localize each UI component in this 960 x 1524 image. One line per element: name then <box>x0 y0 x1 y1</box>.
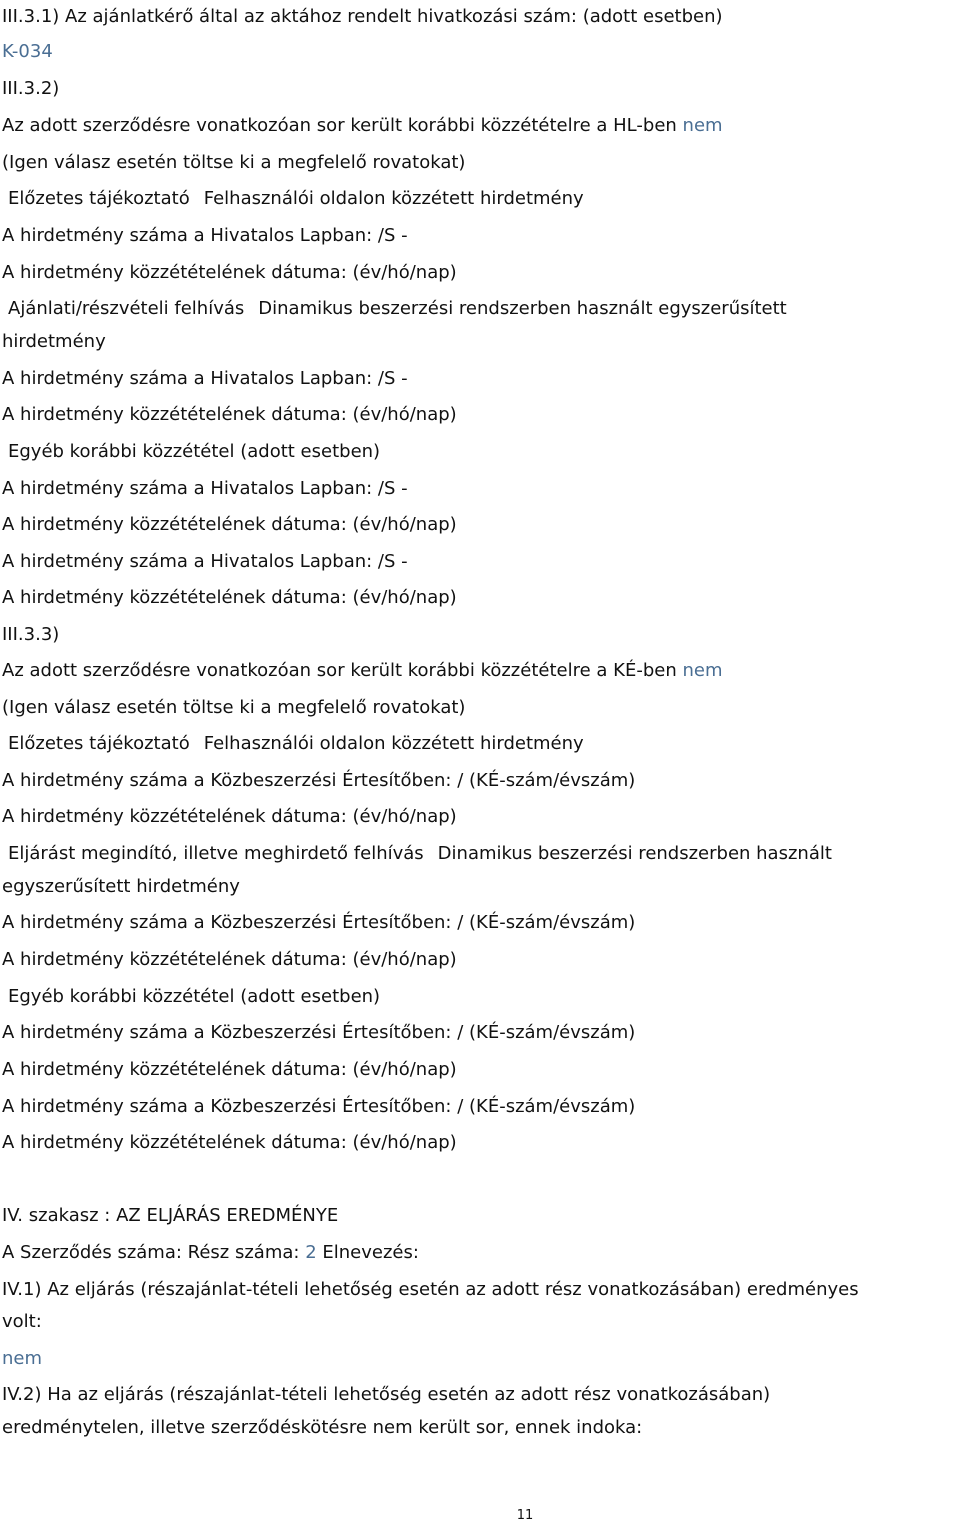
s3-3-notice-number-1: A hirdetmény száma a Közbeszerzési Értesítőben: / (KÉ-szám/évszám) <box>2 770 636 791</box>
s3-2-question-text: Az adott szerződésre vonatkozóan sor került korábbi közzétételre a HL-ben <box>2 115 677 136</box>
iv-1-question-line-1: IV.1) Az eljárás (részajánlat-tételi lehetőség esetén az adott rész vonatkozásában) eredményes <box>2 1279 859 1300</box>
s3-2-notice-number-3: A hirdetmény száma a Hivatalos Lapban: /S - <box>2 478 408 499</box>
s3-2-notice-date-1: A hirdetmény közzétételének dátuma: (év/hó/nap) <box>2 262 457 283</box>
s3-2-option-prior-notice: Előzetes tájékoztató <box>8 188 190 209</box>
s3-3-notice-date-1: A hirdetmény közzétételének dátuma: (év/hó/nap) <box>2 806 457 827</box>
s3-3-notice-number-4: A hirdetmény száma a Közbeszerzési Értesítőben: / (KÉ-szám/évszám) <box>2 1096 636 1117</box>
section-iv-heading: IV. szakasz : AZ ELJÁRÁS EREDMÉNYE <box>2 1205 339 1226</box>
s3-2-option-dps-continued: hirdetmény <box>2 331 106 352</box>
s3-3-question <box>2 660 723 682</box>
s3-3-option-call: Eljárást megindító, illetve meghirdető felhívás <box>8 843 424 864</box>
s3-3-question-text: Az adott szerződésre vonatkozóan sor került korábbi közzétételre a KÉ-ben <box>2 660 677 681</box>
iv-2-question-line-2: eredménytelen, illetve szerződéskötésre nem került sor, ennek indoka: <box>2 1417 643 1438</box>
s3-3-option-prior-notice: Előzetes tájékoztató <box>8 733 190 754</box>
s3-2-notice-date-2: A hirdetmény közzétételének dátuma: (év/hó/nap) <box>2 404 457 425</box>
s3-3-answer: nem <box>682 660 723 681</box>
s3-1-label: III.3.1) Az ajánlatkérő által az aktához rendelt hivatkozási szám: (adott esetben) <box>2 6 723 27</box>
s3-3-option-buyer-profile: Felhasználói oldalon közzétett hirdetmény <box>203 733 584 754</box>
s3-2-notice-number-2: A hirdetmény száma a Hivatalos Lapban: /S - <box>2 368 408 389</box>
s3-3-notice-date-2: A hirdetmény közzétételének dátuma: (év/hó/nap) <box>2 949 457 970</box>
part-number-value: 2 <box>305 1242 317 1263</box>
contract-name-label: Elnevezés: <box>322 1242 419 1263</box>
s3-2-option-other: Egyéb korábbi közzététel (adott esetben) <box>8 441 381 462</box>
s3-3-notice-number-3: A hirdetmény száma a Közbeszerzési Értesítőben: / (KÉ-szám/évszám) <box>2 1022 636 1043</box>
s3-3-notice-date-4: A hirdetmény közzétételének dátuma: (év/hó/nap) <box>2 1132 457 1153</box>
s3-3-notice-date-3: A hirdetmény közzétételének dátuma: (év/hó/nap) <box>2 1059 457 1080</box>
s3-2-notice-number-1: A hirdetmény száma a Hivatalos Lapban: /S - <box>2 225 408 246</box>
s3-3-hint: (Igen válasz esetén töltse ki a megfelelő rovatokat) <box>2 697 466 718</box>
iv-2-question-line-1: IV.2) Ha az eljárás (részajánlat-tételi lehetőség esetén az adott rész vonatkozásában) <box>2 1384 771 1405</box>
s3-3-option-dps-continued: egyszerűsített hirdetmény <box>2 876 240 897</box>
s3-2-question <box>2 115 723 137</box>
iv-1-question-line-2: volt: <box>2 1311 42 1332</box>
iv-1-answer: nem <box>2 1348 43 1369</box>
s3-2-option-dps: Dinamikus beszerzési rendszerben használt egyszerűsített <box>258 298 787 319</box>
s3-3-option-dps: Dinamikus beszerzési rendszerben használt <box>437 843 832 864</box>
s3-2-option-buyer-profile: Felhasználói oldalon közzétett hirdetmény <box>203 188 584 209</box>
s3-3-options-row-1 <box>8 733 584 755</box>
page-number: 11 <box>516 1508 534 1523</box>
s3-2-heading: III.3.2) <box>2 78 60 99</box>
s3-3-option-other: Egyéb korábbi közzététel (adott esetben) <box>8 986 381 1007</box>
s3-2-notice-date-4: A hirdetmény közzétételének dátuma: (év/hó/nap) <box>2 587 457 608</box>
contract-number-line <box>2 1242 419 1264</box>
s3-3-heading: III.3.3) <box>2 624 60 645</box>
s3-2-option-call: Ajánlati/részvételi felhívás <box>8 298 245 319</box>
s3-3-notice-number-2: A hirdetmény száma a Közbeszerzési Értesítőben: / (KÉ-szám/évszám) <box>2 912 636 933</box>
s3-2-hint: (Igen válasz esetén töltse ki a megfelelő rovatokat) <box>2 152 466 173</box>
s3-2-notice-number-4: A hirdetmény száma a Hivatalos Lapban: /S - <box>2 551 408 572</box>
s3-3-options-row-2 <box>8 843 832 865</box>
s3-2-answer: nem <box>682 115 723 136</box>
s3-2-notice-date-3: A hirdetmény közzétételének dátuma: (év/hó/nap) <box>2 514 457 535</box>
s3-2-options-row-1 <box>8 188 584 210</box>
s3-1-reference-value: K-034 <box>2 41 53 62</box>
s3-2-options-row-2 <box>8 298 787 320</box>
contract-number-label: A Szerződés száma: Rész száma: <box>2 1242 300 1263</box>
